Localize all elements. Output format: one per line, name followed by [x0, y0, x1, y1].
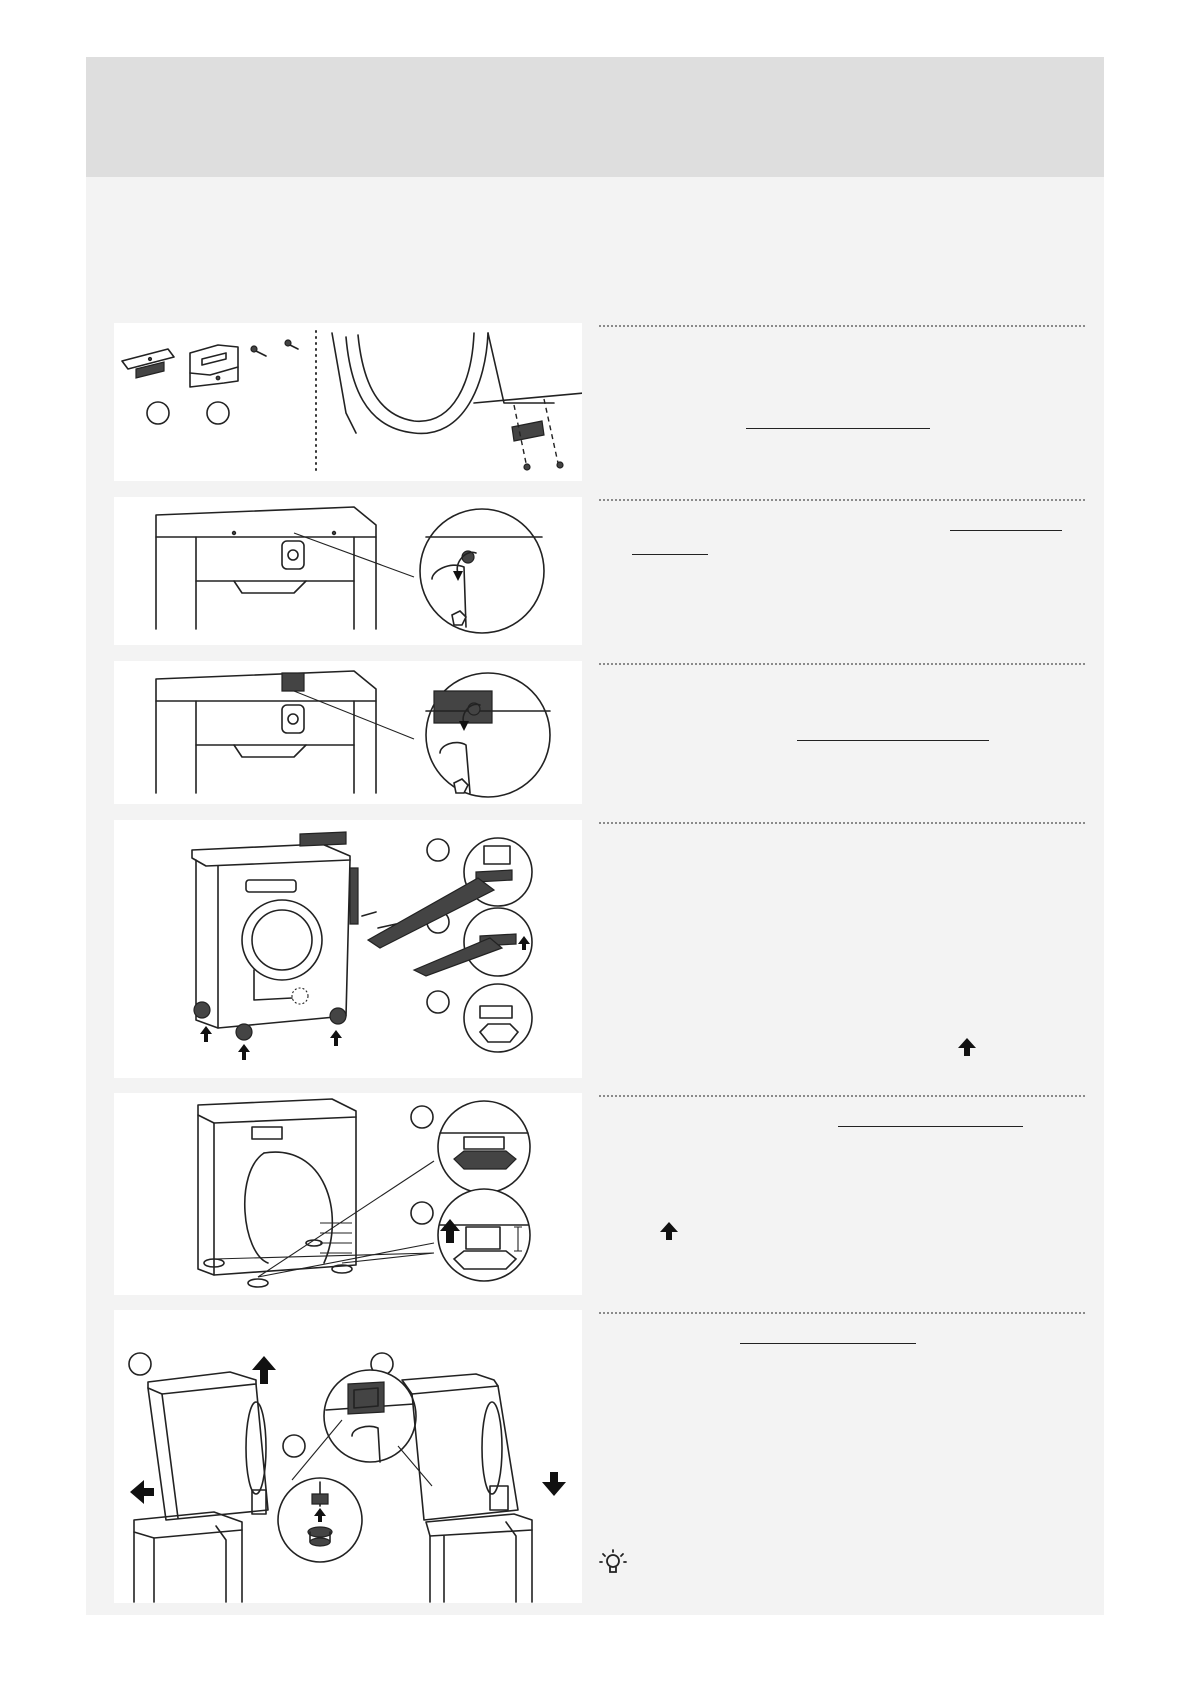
step-6-sub-label-b	[283, 1435, 305, 1457]
arrow-up-icon	[658, 1220, 680, 1242]
step-3-underline	[797, 740, 989, 741]
step-2-zoom-callout	[420, 509, 544, 633]
leveling-feet-drawing	[114, 820, 582, 1078]
step-5-illustration	[114, 1093, 582, 1295]
step-2-illustration	[114, 497, 582, 645]
step-6-arrow-left	[130, 1480, 154, 1504]
step-1-underline	[746, 428, 930, 429]
part-label-circle-2	[207, 402, 229, 424]
page-header-band	[86, 57, 1104, 177]
step-5-sub-label-b	[411, 1202, 433, 1224]
step-3-divider	[599, 663, 1085, 665]
step-4-divider	[599, 822, 1085, 824]
step-5-divider	[599, 1095, 1085, 1097]
step-6-divider	[599, 1312, 1085, 1314]
step-2-underline-a	[950, 530, 1062, 531]
step-6-sub-label-a	[129, 1353, 151, 1375]
bracket-parts-drawing	[114, 323, 582, 481]
step-1-divider	[599, 325, 1085, 327]
step-4-illustration	[114, 820, 582, 1078]
step-1-illustration	[114, 323, 582, 481]
step-6-arrow-down	[542, 1472, 566, 1496]
step-2-divider	[599, 499, 1085, 501]
step-6-underline	[740, 1343, 916, 1344]
step-2-underline-b	[632, 554, 708, 555]
step-5-sub-label-a	[411, 1106, 433, 1128]
arrow-up-icon	[956, 1036, 978, 1058]
part-label-circle-1	[147, 402, 169, 424]
step-4-sub-label-a	[427, 839, 449, 861]
step-4-arrow-up-middle	[238, 1044, 250, 1060]
bracket-attach-drawing	[114, 661, 582, 804]
step-4-arrow-up-right	[330, 1030, 342, 1046]
stack-dryer-drawing	[114, 1310, 582, 1603]
feet-nut-drawing	[114, 1093, 582, 1295]
step-5-underline	[838, 1126, 1023, 1127]
top-screw-drawing	[114, 497, 582, 645]
step-6-illustration	[114, 1310, 582, 1603]
step-4-sub-label-c	[427, 991, 449, 1013]
lightbulb-icon	[598, 1548, 628, 1578]
step-4-arrow-up-left	[200, 1026, 212, 1042]
step-3-illustration	[114, 661, 582, 804]
